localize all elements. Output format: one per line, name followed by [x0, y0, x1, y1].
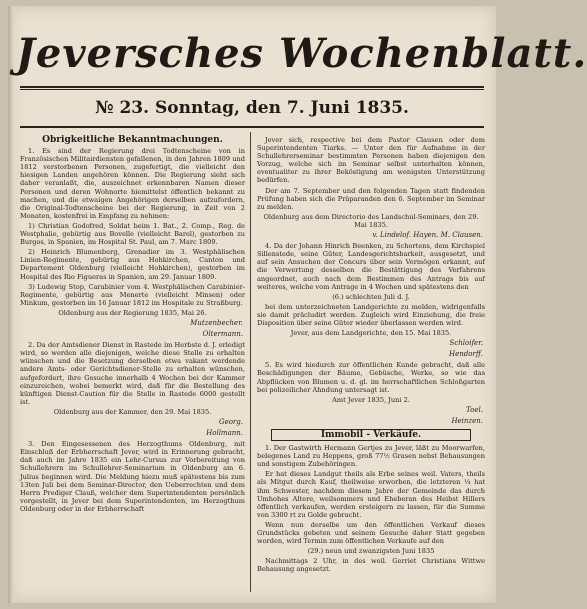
notice-5-signature-2: Heinzen.: [451, 416, 483, 425]
notice-1-signature: Mutzenbecher.: [190, 318, 243, 327]
notice-5-signature: Toel.: [466, 405, 483, 414]
notice-3-cont: Jever sich, respective bei dem Pastor Clausen oder dem Superintendenten Tiarks. — Unter den für Aufnahme in der Schullehrerseminar bestimmten Personen haben diejenigen den Vorzug, welche sich im Seminar selbst unterhalten können, eventualiter zu ihrer Beköstigung am wenigsten Unterstützung bedürfen.: [257, 136, 485, 185]
notice-4-signature-2: Hendorff.: [449, 350, 483, 359]
notice-2-signature: Georg.: [218, 418, 243, 426]
sale-1-term-place: Nachmittags 2 Uhr, in des weil. Gerriet Christians Wittwe Behausung angesetzt.: [257, 557, 485, 574]
masthead-title: Jeversches Wochenblatt.: [16, 30, 587, 77]
notice-4: 4. Da der Johann Hinrich Beenken, zu Schortens, dem Kirchspiel Sillenstede, seine Güter, Landesgerichtsbarkeit, ausgesetzt, und auf sein Ansuchen der Concurs über sein Vermögen erkannt, auf die Verwertung desselben die Bestättigung des Verfahrens angeordnet, auch nach dem Bestimmen des Antrags bis auf weiteres, welche vom Antrage in 4 Wochen und spätestens den: [257, 242, 485, 291]
left-column: [20, 136, 245, 591]
notice-1: 1. Es sind der Regierung drei Todtenscheine von in Französischen Militairdiensten gefallenen, in den Jahren 1809 und 1812 verstorbenen Personen, zugefertigt, die vielleicht den hiesigen Landen angehören können. Die Regierung sieht sich daher veranlaßt, die, auszeichnet erkennbaren Namen dieser Personen und deren Wohnorte hiemittelst öffentlich bekannt zu machen, und die etwaigen Angehörigen derselben aufzufordern, die Original-Todtenscheine bei der Regierung, in Zeit von 2 Monaten, kostenfrei in Empfang zu nehmen:: [20, 147, 245, 220]
sale-1-details: Er hat dieses Landgut theils als Erbe seines weil. Vaters, theils als Mitgut durch Kauf, theilweise erworben, die letzteren ¼ hat ihm Schwester, nachdem diesem Jahre der Gemeinde das durch Umhohes Altere, weilsommers und Eheberan des Heibst Hillers öffentlich verkaufen, werden ersteigern zu lassen, für die Summe von 3300 rt zu Golde gebracht.: [257, 470, 485, 519]
issue-line: [20, 94, 484, 122]
notice-3: 3. Den Eingesessenen des Herzogthums Oldenburg, mit Einschluß der Erbherrschaft Jever, wird in Erinnerung gebracht, daß auch im Jahre 1835 ein Lehr-Cursus zur Vorbereitung von Schullehrern im Schullehrer-Seminarium in Oldenburg am 6. Julius beginnen wird. Die Meldung hiezu muß spätestens bis zum 13ten Juli bei dem Seminar-Director, den Ueberrechten und dem Herrn Prediger Clauß, welcher dem Superintendenten persönlich vorgestellt, in Jever bei dem Superintendenten, im Herzogthum Oldenburg oder in der Erbherrschaft: [20, 440, 245, 513]
notice-5: 5. Es wird hiedurch zur öffentlichen Kunde gebracht, daß alle Beschädigungen der Bäume, Gebüsche, Werke, so wie das Abpflücken von Blumen u. d. gl. im herrschaftlichen Schloßgarten bei polizeilicher Ahndung untersagt ist.: [257, 361, 485, 394]
notice-2-date: Oldenburg aus der Kammer, den 29. Mai 1835.: [53, 407, 212, 416]
notice-3-date: Oldenburg aus dem Directorio des Landschul-Seminars, den 29. Mai 1835.: [263, 212, 479, 229]
issue-rule: [20, 126, 484, 128]
notice-1-item-1: 1) Christian Godofred, Soldat beim 1. Bat., 2. Comp., Reg. de Westphalie, gebürtig aus Bovelle (vielleicht Barel), gestorben zu Burgos, in Spanien, im Hospital St. Paul, am 7. Marc 1809.: [20, 221, 245, 247]
masthead-rule-thin: [20, 89, 484, 90]
notice-4-signature: Schloifer.: [449, 339, 483, 348]
sale-1-term-date: (29.) neun und zwanzigsten Juni 1835: [307, 547, 435, 556]
newspaper-page: [8, 6, 587, 603]
notice-2-signature-2: Hollmann.: [206, 429, 243, 438]
notice-1-signature-2: Oltermann.: [202, 330, 243, 339]
section-heading-official: Obrigkeitliche Bekanntmachungen.: [42, 135, 223, 145]
notice-3-signature: v. Lindelof. Hayen. M. Clausen.: [372, 231, 483, 240]
notice-4-cont: bei dem unterzeichneten Landgerichte zu melden, widrigenfalls sie damit präcludirt werden. Zugleich wird Einziehung, die freie Disposition über seine Güter wieder überlassen werden wird.: [257, 302, 485, 327]
notice-1-item-3: 3) Ludewig Stop, Carabinier vom 4. Westphälischen Carabinier-Regimente, gebürtig aus Menerte (vielleicht Minsen) oder Minkum, gestorben im 16 Januar 1812 im Hospitale zu Straßburg.: [20, 282, 245, 307]
issue-date: den 7. Juni 1835.: [245, 98, 409, 118]
notice-4-deadline: (6.) schlechten Juli d. J.: [332, 292, 410, 301]
right-column: [257, 136, 485, 591]
notice-4-date: Jever, aus dem Landgerichte, den 15. Mai 1835.: [290, 329, 452, 338]
masthead-rule: [20, 86, 484, 88]
notice-2: 2. Da der Amtsdiener Dienst in Rastede im Herbste d. J. erledigt wird, so werden alle diejenigen, welche diese Stelle zu erhalten wünschen und die Besetzung derselben etwa vakant werdende andere Amts- oder Gerichtsdiener-Stelle zu erhalten wünschen, aufgefordert, ihre Gesuche innerhalb 4 Wochen bei der Kammer einzureichen, wobei bemerkt wird, daß für die Bestellung des künftigen Dienst-Caution für die Stelle in Rastede 6000 gestellt ist.: [20, 341, 245, 406]
notice-5-date: Amt Jever 1835, Juni 2.: [332, 395, 410, 404]
section-heading-real-estate: Immobil - Verkäufe.: [271, 429, 471, 441]
notice-1-item-2: 2) Heinrich Blumenberg, Grenadier im 3. Westphälischen Linien-Regimente, gebürtig aus Hohkirchen, Canton und Departement Oldenburg (vielleicht Hohkirchen), gestorben im Hospital des Rio Figueras in Spanien, am 29. Januar 1809.: [20, 248, 245, 281]
notice-1-date: Oldenburg aus der Regierung 1835, Mai 26.: [58, 308, 207, 317]
issue-number: № 23.: [95, 98, 150, 118]
page-spine: [8, 6, 14, 603]
sale-1: 1. Der Gastwirth Hermann Gertjes zu Jever, läßt zu Moorwarfen, belegenes Land zu Heppens, groß 77½ Grasen nebst Behausungen und sonstigem Zubehöringen.: [257, 444, 485, 469]
notice-3-exam: Der am 7. September und den folgenden Tagen statt findenden Prüfung haben sich die Präparanden den 6. September im Seminar zu melden.: [257, 186, 485, 211]
issue-day: Sonntag,: [154, 98, 240, 118]
sale-1-request: Wenn nun derselbe um den öffentlichen Verkauf dieses Grundstücks gebeten und seinem Gesuche daher Statt gegeben worden, wird Termin zum öffentlichen Verkaufe auf den: [257, 520, 485, 546]
column-divider: [250, 132, 251, 592]
